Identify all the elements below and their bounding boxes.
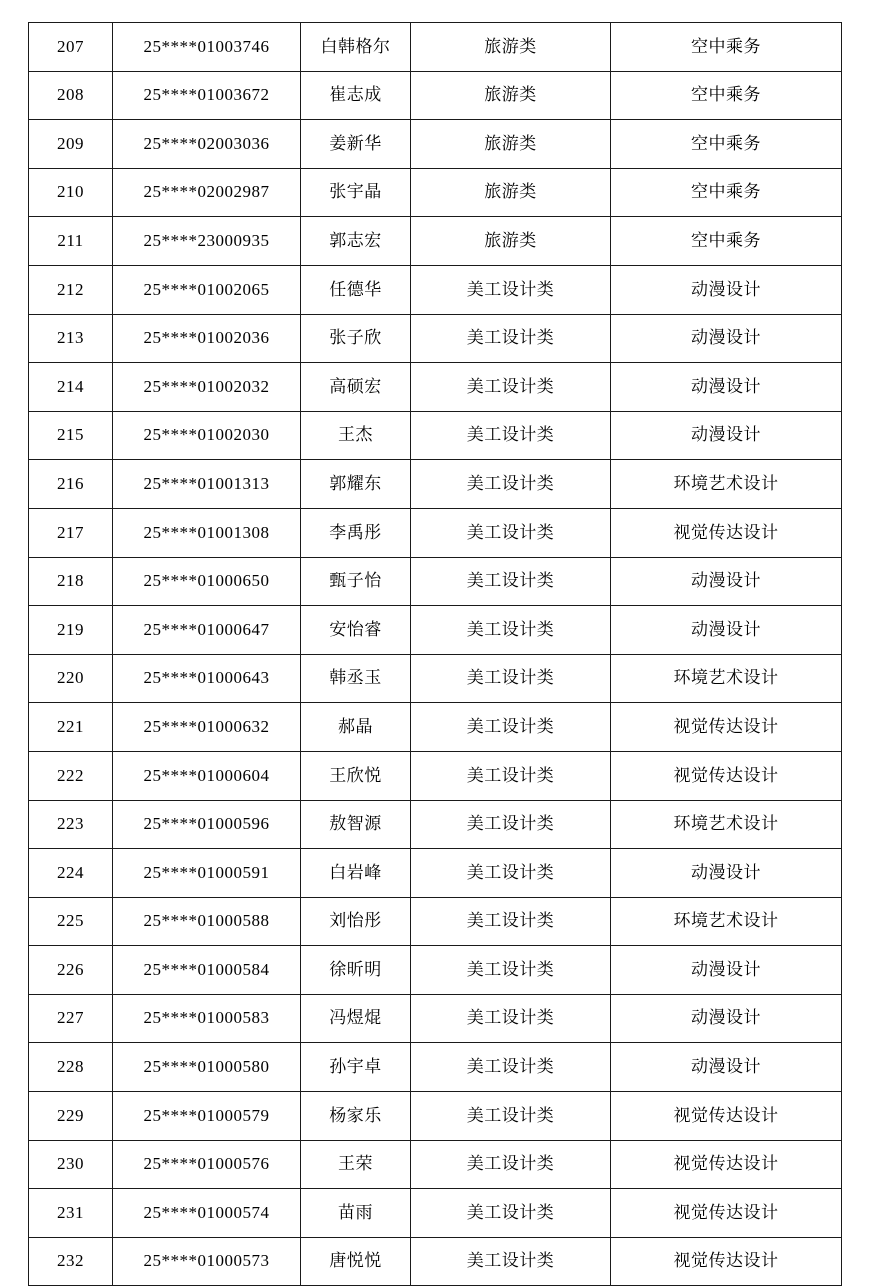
cell-number: 25****01001308 — [113, 508, 301, 557]
cell-index: 207 — [29, 23, 113, 72]
cell-group: 美工设计类 — [411, 314, 611, 363]
cell-index: 218 — [29, 557, 113, 606]
roster-body — [29, 23, 842, 1286]
cell-index: 223 — [29, 800, 113, 849]
cell-major: 动漫设计 — [611, 849, 842, 898]
table-row — [29, 1092, 842, 1141]
cell-index: 220 — [29, 654, 113, 703]
cell-major: 动漫设计 — [611, 314, 842, 363]
cell-major: 视觉传达设计 — [611, 1092, 842, 1141]
cell-index: 226 — [29, 946, 113, 995]
cell-major: 动漫设计 — [611, 606, 842, 655]
cell-name: 安怡睿 — [301, 606, 411, 655]
table-row — [29, 265, 842, 314]
cell-group: 美工设计类 — [411, 411, 611, 460]
cell-index: 210 — [29, 168, 113, 217]
cell-number: 25****01000579 — [113, 1092, 301, 1141]
cell-number: 25****01002030 — [113, 411, 301, 460]
cell-group: 旅游类 — [411, 168, 611, 217]
table-row — [29, 606, 842, 655]
cell-index: 217 — [29, 508, 113, 557]
cell-number: 25****01000583 — [113, 994, 301, 1043]
cell-number: 25****23000935 — [113, 217, 301, 266]
cell-major: 环境艺术设计 — [611, 800, 842, 849]
cell-name: 郭志宏 — [301, 217, 411, 266]
cell-group: 美工设计类 — [411, 849, 611, 898]
cell-name: 杨家乐 — [301, 1092, 411, 1141]
cell-name: 白岩峰 — [301, 849, 411, 898]
cell-group: 美工设计类 — [411, 1043, 611, 1092]
cell-index: 227 — [29, 994, 113, 1043]
cell-name: 甄子怡 — [301, 557, 411, 606]
cell-major: 环境艺术设计 — [611, 460, 842, 509]
cell-index: 221 — [29, 703, 113, 752]
cell-index: 225 — [29, 897, 113, 946]
table-row — [29, 1140, 842, 1189]
cell-major: 视觉传达设计 — [611, 751, 842, 800]
cell-name: 敖智源 — [301, 800, 411, 849]
table-row — [29, 363, 842, 412]
table-row — [29, 1043, 842, 1092]
cell-name: 任德华 — [301, 265, 411, 314]
cell-index: 232 — [29, 1237, 113, 1286]
cell-group: 美工设计类 — [411, 703, 611, 752]
cell-group: 美工设计类 — [411, 1237, 611, 1286]
cell-number: 25****02002987 — [113, 168, 301, 217]
cell-group: 旅游类 — [411, 120, 611, 169]
table-row — [29, 217, 842, 266]
cell-major: 空中乘务 — [611, 23, 842, 72]
cell-major: 动漫设计 — [611, 946, 842, 995]
cell-number: 25****01000596 — [113, 800, 301, 849]
cell-name: 刘怡彤 — [301, 897, 411, 946]
cell-index: 212 — [29, 265, 113, 314]
cell-index: 213 — [29, 314, 113, 363]
cell-major: 空中乘务 — [611, 71, 842, 120]
cell-name: 冯煜焜 — [301, 994, 411, 1043]
table-row — [29, 751, 842, 800]
cell-group: 美工设计类 — [411, 994, 611, 1043]
cell-index: 229 — [29, 1092, 113, 1141]
cell-major: 视觉传达设计 — [611, 703, 842, 752]
cell-group: 美工设计类 — [411, 946, 611, 995]
table-row — [29, 946, 842, 995]
cell-number: 25****01000580 — [113, 1043, 301, 1092]
cell-index: 228 — [29, 1043, 113, 1092]
cell-group: 美工设计类 — [411, 751, 611, 800]
cell-index: 211 — [29, 217, 113, 266]
cell-major: 环境艺术设计 — [611, 897, 842, 946]
cell-number: 25****01000588 — [113, 897, 301, 946]
cell-index: 231 — [29, 1189, 113, 1238]
cell-group: 美工设计类 — [411, 800, 611, 849]
cell-group: 旅游类 — [411, 23, 611, 72]
cell-group: 美工设计类 — [411, 557, 611, 606]
table-row — [29, 411, 842, 460]
cell-name: 白韩格尔 — [301, 23, 411, 72]
table-row — [29, 120, 842, 169]
table-row — [29, 23, 842, 72]
cell-major: 动漫设计 — [611, 411, 842, 460]
table-row — [29, 1189, 842, 1238]
table-row — [29, 314, 842, 363]
table-row — [29, 800, 842, 849]
cell-group: 美工设计类 — [411, 1092, 611, 1141]
cell-group: 美工设计类 — [411, 1140, 611, 1189]
cell-group: 美工设计类 — [411, 606, 611, 655]
table-row — [29, 71, 842, 120]
table-row — [29, 168, 842, 217]
cell-number: 25****01003672 — [113, 71, 301, 120]
table-row — [29, 849, 842, 898]
cell-group: 美工设计类 — [411, 508, 611, 557]
cell-group: 旅游类 — [411, 71, 611, 120]
cell-name: 王欣悦 — [301, 751, 411, 800]
cell-name: 张子欣 — [301, 314, 411, 363]
cell-index: 209 — [29, 120, 113, 169]
cell-name: 张宇晶 — [301, 168, 411, 217]
cell-major: 视觉传达设计 — [611, 508, 842, 557]
cell-index: 224 — [29, 849, 113, 898]
cell-name: 姜新华 — [301, 120, 411, 169]
cell-group: 美工设计类 — [411, 265, 611, 314]
cell-number: 25****01000584 — [113, 946, 301, 995]
cell-number: 25****01000574 — [113, 1189, 301, 1238]
cell-major: 视觉传达设计 — [611, 1237, 842, 1286]
cell-major: 视觉传达设计 — [611, 1189, 842, 1238]
cell-number: 25****01000576 — [113, 1140, 301, 1189]
cell-number: 25****01002032 — [113, 363, 301, 412]
table-row — [29, 703, 842, 752]
cell-number: 25****01000647 — [113, 606, 301, 655]
table-row — [29, 897, 842, 946]
cell-name: 孙宇卓 — [301, 1043, 411, 1092]
cell-number: 25****02003036 — [113, 120, 301, 169]
cell-name: 崔志成 — [301, 71, 411, 120]
cell-major: 视觉传达设计 — [611, 1140, 842, 1189]
cell-name: 高硕宏 — [301, 363, 411, 412]
cell-group: 美工设计类 — [411, 1189, 611, 1238]
cell-index: 214 — [29, 363, 113, 412]
cell-group: 美工设计类 — [411, 654, 611, 703]
cell-number: 25****01000604 — [113, 751, 301, 800]
cell-index: 230 — [29, 1140, 113, 1189]
cell-number: 25****01002036 — [113, 314, 301, 363]
cell-number: 25****01000650 — [113, 557, 301, 606]
cell-major: 空中乘务 — [611, 120, 842, 169]
cell-name: 韩丞玉 — [301, 654, 411, 703]
cell-group: 旅游类 — [411, 217, 611, 266]
cell-name: 郭耀东 — [301, 460, 411, 509]
cell-group: 美工设计类 — [411, 460, 611, 509]
cell-major: 空中乘务 — [611, 217, 842, 266]
cell-major: 空中乘务 — [611, 168, 842, 217]
cell-number: 25****01003746 — [113, 23, 301, 72]
cell-major: 环境艺术设计 — [611, 654, 842, 703]
cell-name: 王荣 — [301, 1140, 411, 1189]
cell-index: 208 — [29, 71, 113, 120]
cell-name: 唐悦悦 — [301, 1237, 411, 1286]
cell-index: 215 — [29, 411, 113, 460]
cell-name: 王杰 — [301, 411, 411, 460]
cell-number: 25****01002065 — [113, 265, 301, 314]
cell-name: 徐昕明 — [301, 946, 411, 995]
table-row — [29, 508, 842, 557]
cell-major: 动漫设计 — [611, 1043, 842, 1092]
cell-number: 25****01000643 — [113, 654, 301, 703]
cell-number: 25****01000591 — [113, 849, 301, 898]
candidate-roster-table — [28, 22, 842, 1286]
cell-name: 郝晶 — [301, 703, 411, 752]
cell-number: 25****01000632 — [113, 703, 301, 752]
cell-group: 美工设计类 — [411, 897, 611, 946]
cell-name: 苗雨 — [301, 1189, 411, 1238]
table-row — [29, 1237, 842, 1286]
cell-group: 美工设计类 — [411, 363, 611, 412]
cell-number: 25****01001313 — [113, 460, 301, 509]
table-row — [29, 994, 842, 1043]
table-row — [29, 557, 842, 606]
cell-major: 动漫设计 — [611, 265, 842, 314]
cell-index: 222 — [29, 751, 113, 800]
cell-name: 李禹彤 — [301, 508, 411, 557]
table-row — [29, 654, 842, 703]
cell-index: 216 — [29, 460, 113, 509]
cell-number: 25****01000573 — [113, 1237, 301, 1286]
cell-major: 动漫设计 — [611, 994, 842, 1043]
table-row — [29, 460, 842, 509]
cell-index: 219 — [29, 606, 113, 655]
cell-major: 动漫设计 — [611, 557, 842, 606]
cell-major: 动漫设计 — [611, 363, 842, 412]
